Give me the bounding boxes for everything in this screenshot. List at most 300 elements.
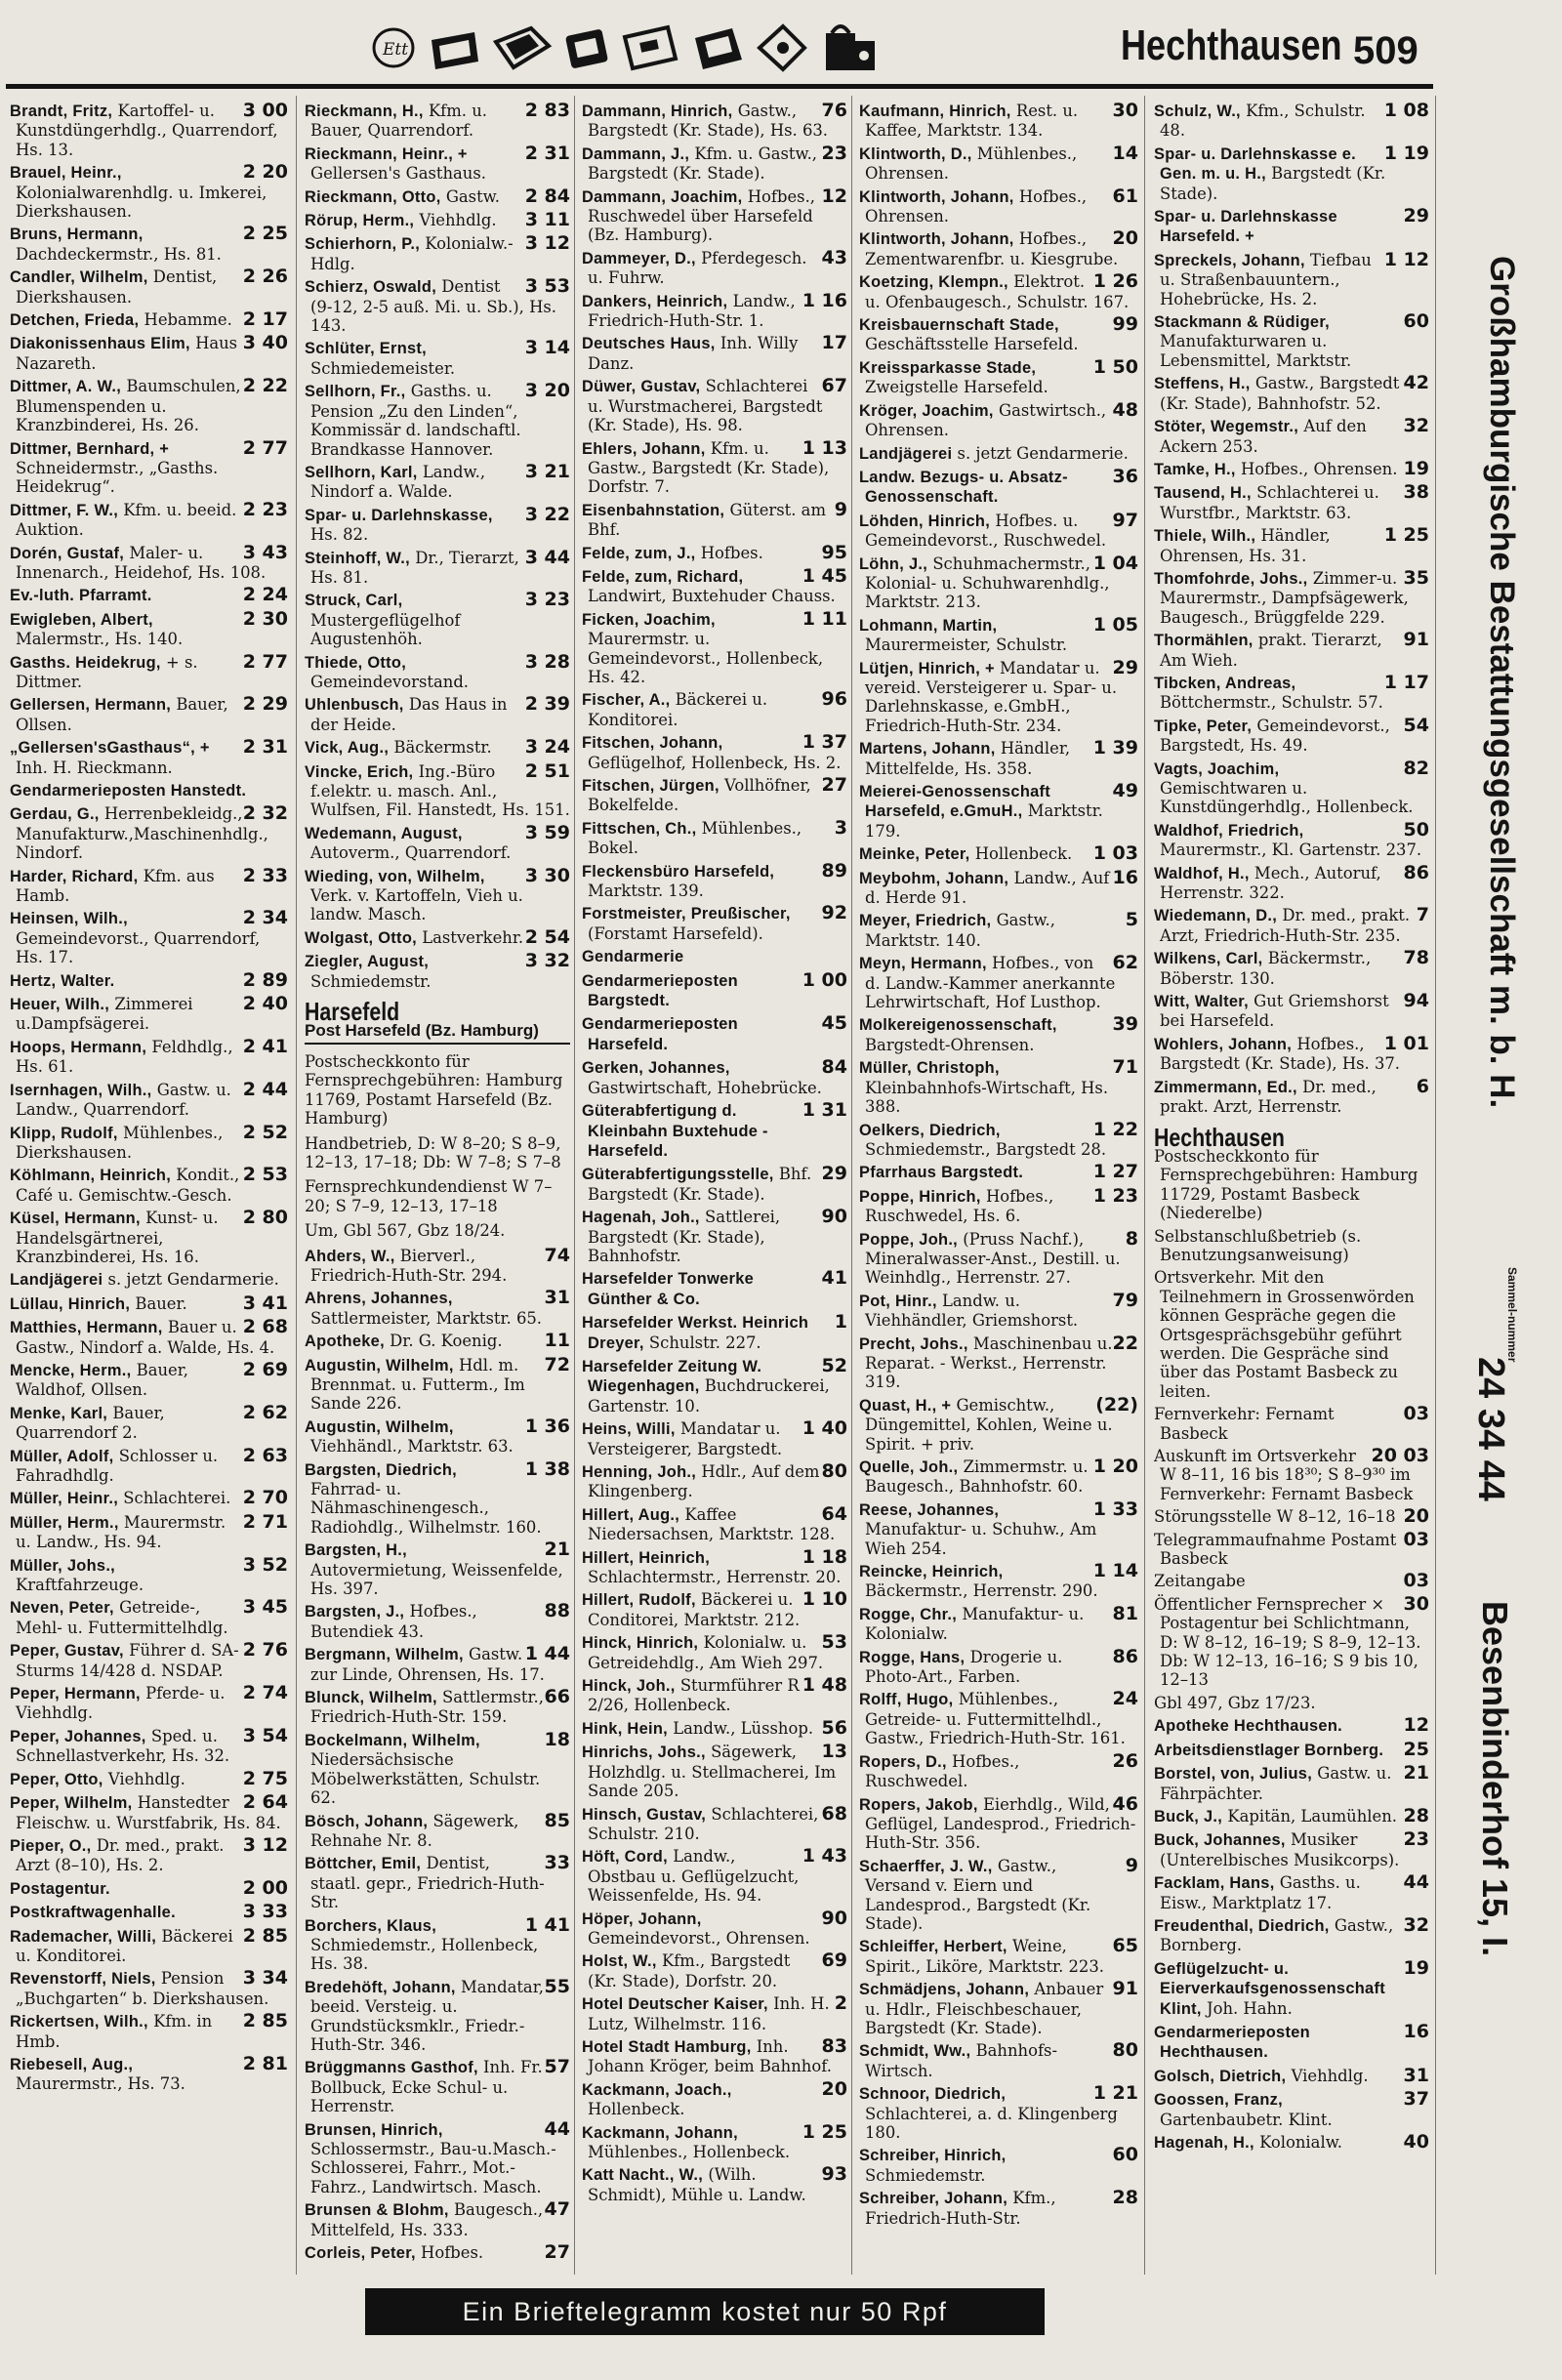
entry-name: Ehlers, Johann,	[582, 439, 706, 458]
entry-details: + s. Dittmer.	[16, 652, 198, 691]
entry-phone-number: 21	[1403, 1762, 1429, 1785]
directory-entry	[305, 102, 570, 141]
entry-name: Bockelmann, Wilhelm,	[305, 1731, 480, 1749]
directory-entry	[1154, 1764, 1429, 1803]
directory-entry	[10, 1793, 288, 1832]
entry-phone-number: 89	[821, 859, 847, 882]
directory-entry	[859, 954, 1138, 1011]
entry-details: Herrenbekleidg., Manufakturw.,Maschinenhdlg., Nindorf.	[16, 804, 268, 863]
directory-entry	[859, 1854, 1138, 1934]
directory-entry	[305, 1244, 570, 1286]
side-advert-address: Besenbinderhof 15, I.	[1475, 1601, 1515, 1957]
entry-name: Waldhof, Friedrich,	[1154, 821, 1304, 840]
entry-phone-number: 8	[1125, 1227, 1138, 1250]
directory-entry	[582, 334, 847, 373]
directory-entry	[1154, 759, 1429, 817]
entry-name: Kreissparkasse Stade,	[859, 358, 1037, 377]
entry-name: Dammann, J.,	[582, 144, 690, 163]
entry-phone-number: 86	[1112, 1645, 1138, 1667]
directory-entry	[10, 1166, 288, 1205]
entry-name: Gendarmerieposten Bargstedt.	[582, 971, 738, 1010]
entry-details: Mühlenbes., Ohrensen.	[865, 144, 1078, 184]
entry-name: Peper, Hermann,	[10, 1685, 141, 1703]
entry-name: Dittmer, F. W.,	[10, 501, 119, 519]
entry-phone-number: 86	[1403, 861, 1429, 883]
entry-phone-number: 2 81	[242, 2052, 288, 2074]
entry-details: Sägewerk, Rehnahe Nr. 8.	[310, 1811, 519, 1850]
entry-details: Kondit., Café u. Gemischtw.-Gesch.	[16, 1166, 240, 1205]
side-advert-sammel-label: Sammel-nummer	[1505, 1267, 1519, 1363]
directory-entry	[1154, 671, 1429, 713]
directory-entry	[859, 739, 1138, 778]
entry-name: Gerken, Johannes,	[582, 1059, 730, 1078]
entry-details: Auf den Ackern 253.	[1160, 417, 1367, 456]
entry-details: Tiefbau u. Straßenbauuntern., Hohebrücke, Hs. 2.	[1160, 250, 1372, 308]
entry-details: Bargstedt (Kr. Stade).	[1160, 164, 1386, 203]
directory-entry	[10, 498, 288, 540]
entry-details: Kleinbahnhofs-Wirtschaft, Hs. 388.	[865, 1078, 1109, 1117]
entry-name: Neven, Peter,	[10, 1599, 114, 1618]
entry-phone-number: 22	[1112, 1332, 1138, 1354]
directory-entry	[1154, 906, 1429, 945]
entry-phone-number: 1 04	[1092, 552, 1138, 574]
entry-details: Viehhdlg.	[419, 211, 497, 230]
entry-details: Gastw., Bornberg.	[1160, 1915, 1394, 1955]
directory-entry	[10, 586, 288, 605]
entry-details: Gemeindevorst., Ohrensen.	[588, 1928, 810, 1948]
directory-entry	[305, 925, 570, 948]
entry-phone-number: 1 20	[1092, 1456, 1138, 1477]
entry-phone-number: 62	[1112, 952, 1138, 974]
entry-phone-number: 12	[821, 185, 847, 207]
entry-details: Mühlenbes., Dierkshausen.	[16, 1123, 224, 1162]
entry-details: Pension „Buchgarten“ b. Dierkshausen.	[16, 1969, 269, 2008]
entry-details: Hofbes., Bargstedt (Kr. Stade), Hs. 37.	[1160, 1034, 1401, 1074]
directory-entry	[859, 509, 1138, 551]
entry-name: Molkereigenossenschaft,	[859, 1016, 1057, 1035]
entry-phone-number: 3 14	[524, 337, 570, 359]
entry-name: Tibcken, Andreas,	[1154, 674, 1296, 692]
directory-entry	[859, 2189, 1138, 2228]
column-5-entries-harsefeld	[1154, 102, 1429, 1117]
directory-entry	[10, 909, 288, 966]
entry-phone-number: 2 17	[242, 308, 288, 331]
directory-entry	[582, 947, 847, 966]
entry-name: Höft, Cord,	[582, 1848, 668, 1867]
directory-entry	[582, 776, 847, 815]
entry-details: Verk. v. Kartoffeln, Vieh u. landw. Masch.	[310, 886, 523, 924]
column-divider	[1144, 96, 1145, 2275]
directory-entry	[10, 267, 288, 307]
entry-details: Inh. Fr. Bollbuck, Ecke Schul- u. Herrenstr.	[310, 2058, 543, 2116]
entry-name: Stöter, Wegemstr.,	[1154, 418, 1299, 436]
entry-details: Anbauer u. Hdlr., Fleischbeschauer, Bargstedt (Kr. Stade).	[865, 1980, 1104, 2037]
entry-phone-number: 43	[821, 246, 847, 268]
entry-name: Heinsen, Wilh.,	[10, 910, 128, 928]
entry-phone-number: 1 10	[802, 1588, 847, 1611]
entry-phone-number: 2 63	[242, 1444, 288, 1466]
directory-entry	[305, 821, 570, 863]
service-note	[1154, 1694, 1429, 1712]
entry-name: Forstmeister, Preußischer,	[582, 905, 791, 923]
entry-phone-number: 3 30	[524, 864, 570, 886]
entry-name: Gendarmerieposten Hechthausen.	[1154, 2023, 1310, 2062]
column-2-entries-harsefeld	[305, 1244, 570, 2264]
directory-entry	[1154, 526, 1429, 565]
entry-details: Dachdeckermstr., Hs. 81.	[16, 244, 222, 264]
directory-entry	[859, 2146, 1138, 2185]
entry-details: Bauer, Ollsen.	[16, 695, 228, 734]
entry-details: (Wilh. Schmidt), Mühle u. Landw.	[588, 2165, 806, 2204]
footer-banner: Ein Brieftelegramm kostet nur 50 Rpf	[365, 2288, 1045, 2335]
entry-name: Hinsch, Gustav,	[582, 1805, 707, 1824]
entry-name: Fittschen, Ch.,	[582, 819, 697, 838]
entry-details: Bauer.	[135, 1293, 187, 1313]
entry-phone-number: 3 12	[524, 232, 570, 255]
shopping-bag-icon	[818, 20, 879, 76]
entry-phone-number: 2 33	[242, 864, 288, 886]
entry-phone-number: 2 20	[242, 161, 288, 184]
entry-phone-number: 64	[821, 1502, 847, 1525]
entry-name: Ropers, Jakob,	[859, 1795, 978, 1814]
service-text: Gbl 497, Gbz 17/23.	[1154, 1693, 1316, 1712]
directory-entry	[10, 1489, 288, 1508]
entry-details: Sped. u. Schnellastverkehr, Hs. 32.	[16, 1726, 230, 1766]
entry-details: Hollenbeck.	[974, 844, 1073, 864]
entry-name: Gendarmerieposten Harsefeld.	[582, 1015, 738, 1053]
directory-entry	[582, 1676, 847, 1715]
entry-details: Schlossermstr., Bau-u.Masch.-Schlosserei, Fahrr., Mot.-Fahrz., Landwirtsch. Masch.	[310, 2140, 556, 2196]
directory-entry	[859, 229, 1138, 268]
entry-details: Schulstr. 227.	[648, 1333, 761, 1352]
entry-details: Maurermstr., Kl. Gartenstr. 237.	[1160, 841, 1422, 860]
entry-details: prakt. Tierarzt, Am Wieh.	[1160, 631, 1382, 670]
entry-phone-number: 21	[544, 1539, 570, 1561]
directory-entry	[859, 2041, 1138, 2080]
entry-name: Harder, Richard,	[10, 867, 139, 885]
directory-entry	[859, 1792, 1138, 1853]
entry-phone-number: 96	[821, 688, 847, 711]
entry-phone-number: 28	[1112, 2187, 1138, 2209]
entry-details: Inh. Willy Danz.	[588, 334, 799, 373]
entry-name: Poppe, Hinrich,	[859, 1187, 981, 1206]
entry-details: Niedersächsische Möbelwerkstätten, Schulstr. 62.	[310, 1750, 541, 1808]
entry-phone-number: 92	[821, 902, 847, 924]
entry-details: Eierhdlg., Wild, Geflügel, Landesprod., Friedrich-Huth-Str. 356.	[865, 1794, 1136, 1853]
entry-phone-number: 2 53	[242, 1164, 288, 1186]
directory-entry	[859, 1645, 1138, 1687]
directory-entry	[1154, 2064, 1429, 2086]
directory-entry	[10, 864, 288, 906]
directory-entry	[859, 1457, 1138, 1497]
directory-entry	[1154, 1913, 1429, 1955]
entry-phone-number: 3	[834, 816, 847, 839]
entry-name: Vincke, Erich,	[305, 762, 414, 781]
entry-phone-number: 1 00	[802, 968, 847, 991]
entry-details: Schlosser u. Fahradhdlg.	[16, 1446, 219, 1485]
service-text: Auskunft im Ortsverkehr W 8–11, 16 bis 18³⁰; S 8–9³⁰ im Fernverkehr: Fernamt Basbeck	[1154, 1447, 1414, 1503]
entry-phone-number: 71	[1112, 1056, 1138, 1079]
entry-details: Dr. med., prakt. Arzt, Friedrich-Huth-Str. 235.	[1160, 906, 1411, 945]
entry-name: Steffens, H.,	[1154, 375, 1251, 393]
directory-entry	[1154, 1075, 1429, 1117]
entry-name: Facklam, Hans,	[1154, 1874, 1275, 1893]
entry-name: Quelle, Joh.,	[859, 1458, 959, 1476]
entry-name: Klintworth, D.,	[859, 144, 972, 163]
harsefeld-note: Handbetrieb, D: W 8–20; S 8–9, 12–13, 17–18; Db: W 7–8; S 7–8	[305, 1133, 561, 1171]
entry-name: Müller, Heinr.,	[10, 1490, 119, 1508]
entry-details: Elektrot. u. Ofenbaugesch., Schulstr. 167.	[865, 272, 1130, 311]
entry-details: Mühlenbes., Bokel.	[588, 818, 802, 858]
entry-details: Hdl. m. Brennmat. u. Futterm., Im Sande 226.	[310, 1355, 525, 1414]
service-note	[1154, 1572, 1429, 1590]
directory-entry	[859, 1227, 1138, 1288]
entry-name: Güterabfertigung d. Kleinbahn Buxtehude - Harsefeld.	[582, 1102, 768, 1160]
briefcase-icon	[562, 22, 611, 73]
entry-name: Augustin, Wilhelm,	[305, 1356, 454, 1375]
column-2	[305, 102, 570, 2267]
entry-name: Stackmann & Rüdiger,	[1154, 313, 1330, 332]
directory-entry	[10, 1294, 288, 1314]
entry-name: Apotheke,	[305, 1333, 385, 1351]
entry-details: Bäckerei u. Conditorei, Marktstr. 212.	[588, 1590, 801, 1629]
directory-entry	[1154, 457, 1429, 479]
entry-details: Hofbes., Ruschwedel.	[865, 1751, 1020, 1791]
directory-entry	[10, 995, 288, 1034]
directory-entry	[10, 1833, 288, 1875]
directory-entry	[305, 759, 570, 820]
entry-details: Bäckerei u. Konditorei.	[16, 1926, 233, 1965]
entry-details: Zweigstelle Harsefeld.	[865, 378, 1048, 397]
directory-entry	[1154, 374, 1429, 413]
entry-phone-number: 45	[821, 1012, 847, 1035]
directory-entry	[305, 591, 570, 648]
directory-entry	[582, 1208, 847, 1265]
directory-entry	[582, 564, 847, 606]
entry-details: Sägewerk, Holzhdlg. u. Stellmacherei, Im Sande 205.	[588, 1743, 837, 1801]
entry-phone-number: 80	[1112, 2039, 1138, 2062]
service-text: Störungsstelle W 8–12, 16–18	[1154, 1507, 1396, 1527]
directory-entry	[10, 1903, 288, 1922]
entry-details: Musiker (Unterelbisches Musikcorps).	[1160, 1830, 1400, 1869]
column-2-entries-hanstedt	[305, 102, 570, 991]
entry-name: Detchen, Frieda,	[10, 311, 140, 330]
entry-name: Spreckels, Johann,	[1154, 251, 1305, 269]
harsefeld-note: Fernsprechkundendienst W 7–20; S 7–9, 12–13, 17–18	[305, 1177, 553, 1215]
entry-phone-number: 3 28	[524, 650, 570, 673]
entry-name: Wieding, von, Wilhelm,	[305, 867, 485, 885]
entry-phone-number: 54	[1403, 714, 1429, 736]
directory-entry	[582, 1354, 847, 1416]
directory-entry	[305, 2243, 570, 2263]
entry-details: Manufaktur- u. Schuhw., Am Wieh 254.	[865, 1520, 1097, 1558]
entry-name: Zimmermann, Ed.,	[1154, 1078, 1297, 1096]
entry-name: Geflügelzucht- u. Eierverkaufsgenossenschaft Klint,	[1154, 1959, 1385, 2018]
entry-details: Gastw., Versand v. Eiern und Landesprod., Bargstedt (Kr. Stade).	[865, 1856, 1091, 1933]
directory-entry	[582, 498, 847, 540]
entry-phone-number: 2 34	[242, 907, 288, 929]
entry-name: Blunck, Wilhelm,	[305, 1689, 437, 1707]
directory-entry	[305, 1353, 570, 1414]
entry-phone-number: 3 11	[524, 209, 570, 231]
entry-phone-number: 6	[1416, 1075, 1429, 1097]
entry-details: Maurermstr., Hs. 73.	[16, 2074, 185, 2094]
entry-details: Kfm. u. Bauer, Quarrendorf.	[310, 102, 487, 141]
directory-entry	[859, 613, 1138, 655]
entry-details: Dentist, staatl. gepr., Friedrich-Huth-Str.	[310, 1854, 545, 1912]
entry-phone-number: 2 31	[524, 142, 570, 164]
entry-details: Weine, Spirit., Liköre, Marktstr. 223.	[865, 1937, 1104, 1976]
entry-phone-number: 7	[1416, 904, 1429, 926]
entry-phone-number: 1 03	[1092, 842, 1138, 865]
entry-details: Marktstr. 139.	[588, 882, 704, 901]
entry-phone-number: 1 21	[1092, 2082, 1138, 2105]
entry-phone-number: 90	[821, 1907, 847, 1929]
entry-phone-number: 1 50	[1092, 355, 1138, 378]
entry-phone-number: 67	[821, 375, 847, 397]
entry-details: Händler, Ohrensen, Hs. 31.	[1160, 526, 1331, 565]
entry-phone-number: 3 41	[242, 1292, 288, 1314]
entry-phone-number: 23	[1403, 1828, 1429, 1851]
entry-phone-number: 2 83	[524, 100, 570, 121]
entry-name: Vagts, Joachim,	[1154, 759, 1280, 778]
entry-details: Bhf. Bargstedt (Kr. Stade).	[588, 1165, 812, 1204]
entry-name: Klintworth, Johann,	[859, 187, 1014, 206]
entry-details: Gemeindevorst., Quarrendorf, Hs. 17.	[16, 928, 261, 967]
entry-phone-number: 1 01	[1383, 1032, 1429, 1054]
entry-details: Malermstr., Hs. 140.	[16, 630, 184, 649]
entry-details: Hofbes., Ruschwedel über Harsefeld (Bz. Hamburg).	[588, 186, 815, 245]
entry-name: Ewigleben, Albert,	[10, 610, 153, 629]
directory-entry	[10, 541, 288, 583]
entry-phone-number: 16	[1403, 2020, 1429, 2042]
entry-name: Ziegler, August,	[305, 953, 430, 971]
entry-name: Uhlenbusch,	[305, 696, 404, 715]
directory-entry	[582, 2077, 847, 2119]
directory-entry	[582, 1058, 847, 1097]
entry-phone-number: 1 41	[524, 1913, 570, 1936]
entry-name: Hinrichs, Johs.,	[582, 1744, 706, 1762]
entry-phone-number: 60	[1403, 310, 1429, 333]
entry-details: Schlachterei, a. d. Klingenberg 180.	[865, 2104, 1118, 2142]
entry-phone-number: 17	[821, 332, 847, 354]
directory-entry	[859, 2084, 1138, 2142]
entry-phone-number: 3 52	[242, 1553, 288, 1576]
entry-phone-number: 2 32	[242, 802, 288, 825]
directory-entry	[859, 1058, 1138, 1116]
entry-details: Pferde- u. Viehhdlg.	[16, 1684, 226, 1723]
directory-entry	[305, 144, 570, 184]
directory-entry	[859, 866, 1138, 908]
entry-details: Geflügelhof, Hollenbeck, Hs. 2.	[588, 753, 842, 772]
entry-details: Gastw., Bargstedt (Kr. Stade), Bahnhofstr. 52.	[1160, 374, 1400, 413]
entry-details: Mandatar u. vereid. Versteigerer u. Spar- u. Darlehnskasse, e.GmbH., Friedrich-Huth-Str. 234.	[865, 658, 1118, 735]
entry-phone-number: 2 85	[242, 2010, 288, 2032]
entry-name: Wohlers, Johann,	[1154, 1035, 1293, 1053]
directory-entry	[1154, 949, 1429, 988]
entry-name: Reincke, Heinrich,	[859, 1563, 1004, 1581]
directory-entry	[305, 187, 570, 207]
entry-phone-number: 18	[544, 1728, 570, 1750]
entry-details: Inh. Johann Kröger, beim Bahnhof.	[588, 2036, 832, 2076]
directory-entry	[1154, 2133, 1429, 2153]
entry-details: Fahrrad- u. Nähmaschinengesch., Radiohdlg., Wilhelmstr. 160.	[310, 1480, 542, 1537]
entry-details: Gemischtwaren u. Kunstdüngerhdlg., Hollenbeck.	[1160, 779, 1414, 817]
directory-entry	[10, 334, 288, 373]
entry-details: Schmiedemstr.	[865, 2165, 986, 2185]
service-phone-number: 03	[1403, 1570, 1429, 1592]
directory-entry	[582, 968, 847, 1011]
entry-phone-number: 9	[1125, 1854, 1138, 1876]
entry-name: Rieckmann, H.,	[305, 103, 424, 120]
section-title-harsefeld: Harsefeld	[305, 997, 400, 1027]
entry-phone-number: 3 24	[524, 736, 570, 759]
directory-entry	[10, 225, 288, 264]
directory-entry	[10, 1876, 288, 1899]
directory-entry	[10, 1924, 288, 1966]
entry-name: Harsefelder Tonwerke Günther & Co.	[582, 1270, 755, 1308]
entry-phone-number: 72	[544, 1353, 570, 1375]
entry-phone-number: 3 33	[242, 1901, 288, 1923]
entry-phone-number: 9	[834, 498, 847, 520]
entry-details: Maurermstr. u. Landw., Hs. 94.	[16, 1512, 226, 1552]
entry-name: Bösch, Johann,	[305, 1812, 429, 1830]
entry-phone-number: 90	[821, 1206, 847, 1228]
entry-name: Menke, Karl,	[10, 1404, 108, 1422]
entry-phone-number: 3 59	[524, 821, 570, 843]
entry-phone-number: 30	[1112, 100, 1138, 121]
entry-name: Kröger, Joachim,	[859, 401, 994, 420]
entry-details: Hofbes. u. Gemeindevorst., Ruschwedel.	[865, 511, 1107, 551]
entry-name: Düwer, Gustav,	[582, 378, 701, 396]
service-phone-number: 20	[1403, 1505, 1429, 1528]
directory-entry	[859, 844, 1138, 864]
suitcase-icon	[426, 22, 482, 73]
directory-entry	[582, 1313, 847, 1353]
directory-entry	[10, 1078, 288, 1120]
entry-details: Landwirt, Buxtehuder Chauss.	[588, 587, 836, 606]
entry-details: s. jetzt Gendarmerie.	[107, 1270, 279, 1290]
entry-details: Dentist, Dierkshausen.	[16, 267, 218, 307]
entry-phone-number: 29	[1403, 205, 1429, 227]
entry-name: Hotel Deutscher Kaiser,	[582, 1995, 768, 2014]
entry-name: Meyer, Friedrich,	[859, 912, 992, 930]
entry-details: Gastwirtschaft, Hohebrücke.	[588, 1078, 822, 1097]
directory-entry	[305, 1854, 570, 1911]
entry-details: Landw., Friedrich-Huth-Str. 1.	[588, 291, 796, 331]
entry-phone-number: 31	[544, 1287, 570, 1309]
entry-phone-number: 80	[821, 1460, 847, 1482]
entry-phone-number: 2 69	[242, 1358, 288, 1380]
entry-phone-number: 1 31	[802, 1099, 847, 1122]
directory-entry	[582, 1590, 847, 1629]
entry-name: Fleckensbüro Harsefeld,	[582, 862, 775, 881]
entry-phone-number: 13	[821, 1741, 847, 1763]
directory-entry	[582, 1101, 847, 1161]
entry-details: Hofbes., Zementwarenfbr. u. Kiesgrube.	[865, 229, 1119, 268]
entry-phone-number: 88	[544, 1600, 570, 1622]
directory-entry	[305, 2200, 570, 2239]
entry-phone-number: 1 17	[1383, 671, 1429, 693]
entry-details: Gastw.	[445, 186, 500, 206]
entry-phone-number: 1 39	[1092, 737, 1138, 759]
entry-phone-number: 1	[834, 1311, 847, 1334]
directory-entry	[1154, 2090, 1429, 2129]
entry-phone-number: 2 41	[242, 1035, 288, 1057]
entry-details: Maschinenbau u. Reparat. - Werkst., Herrenstr. 319.	[865, 1334, 1113, 1392]
entry-name: Apotheke Hechthausen.	[1154, 1717, 1343, 1736]
entry-name: Henning, Joh.,	[582, 1463, 697, 1481]
